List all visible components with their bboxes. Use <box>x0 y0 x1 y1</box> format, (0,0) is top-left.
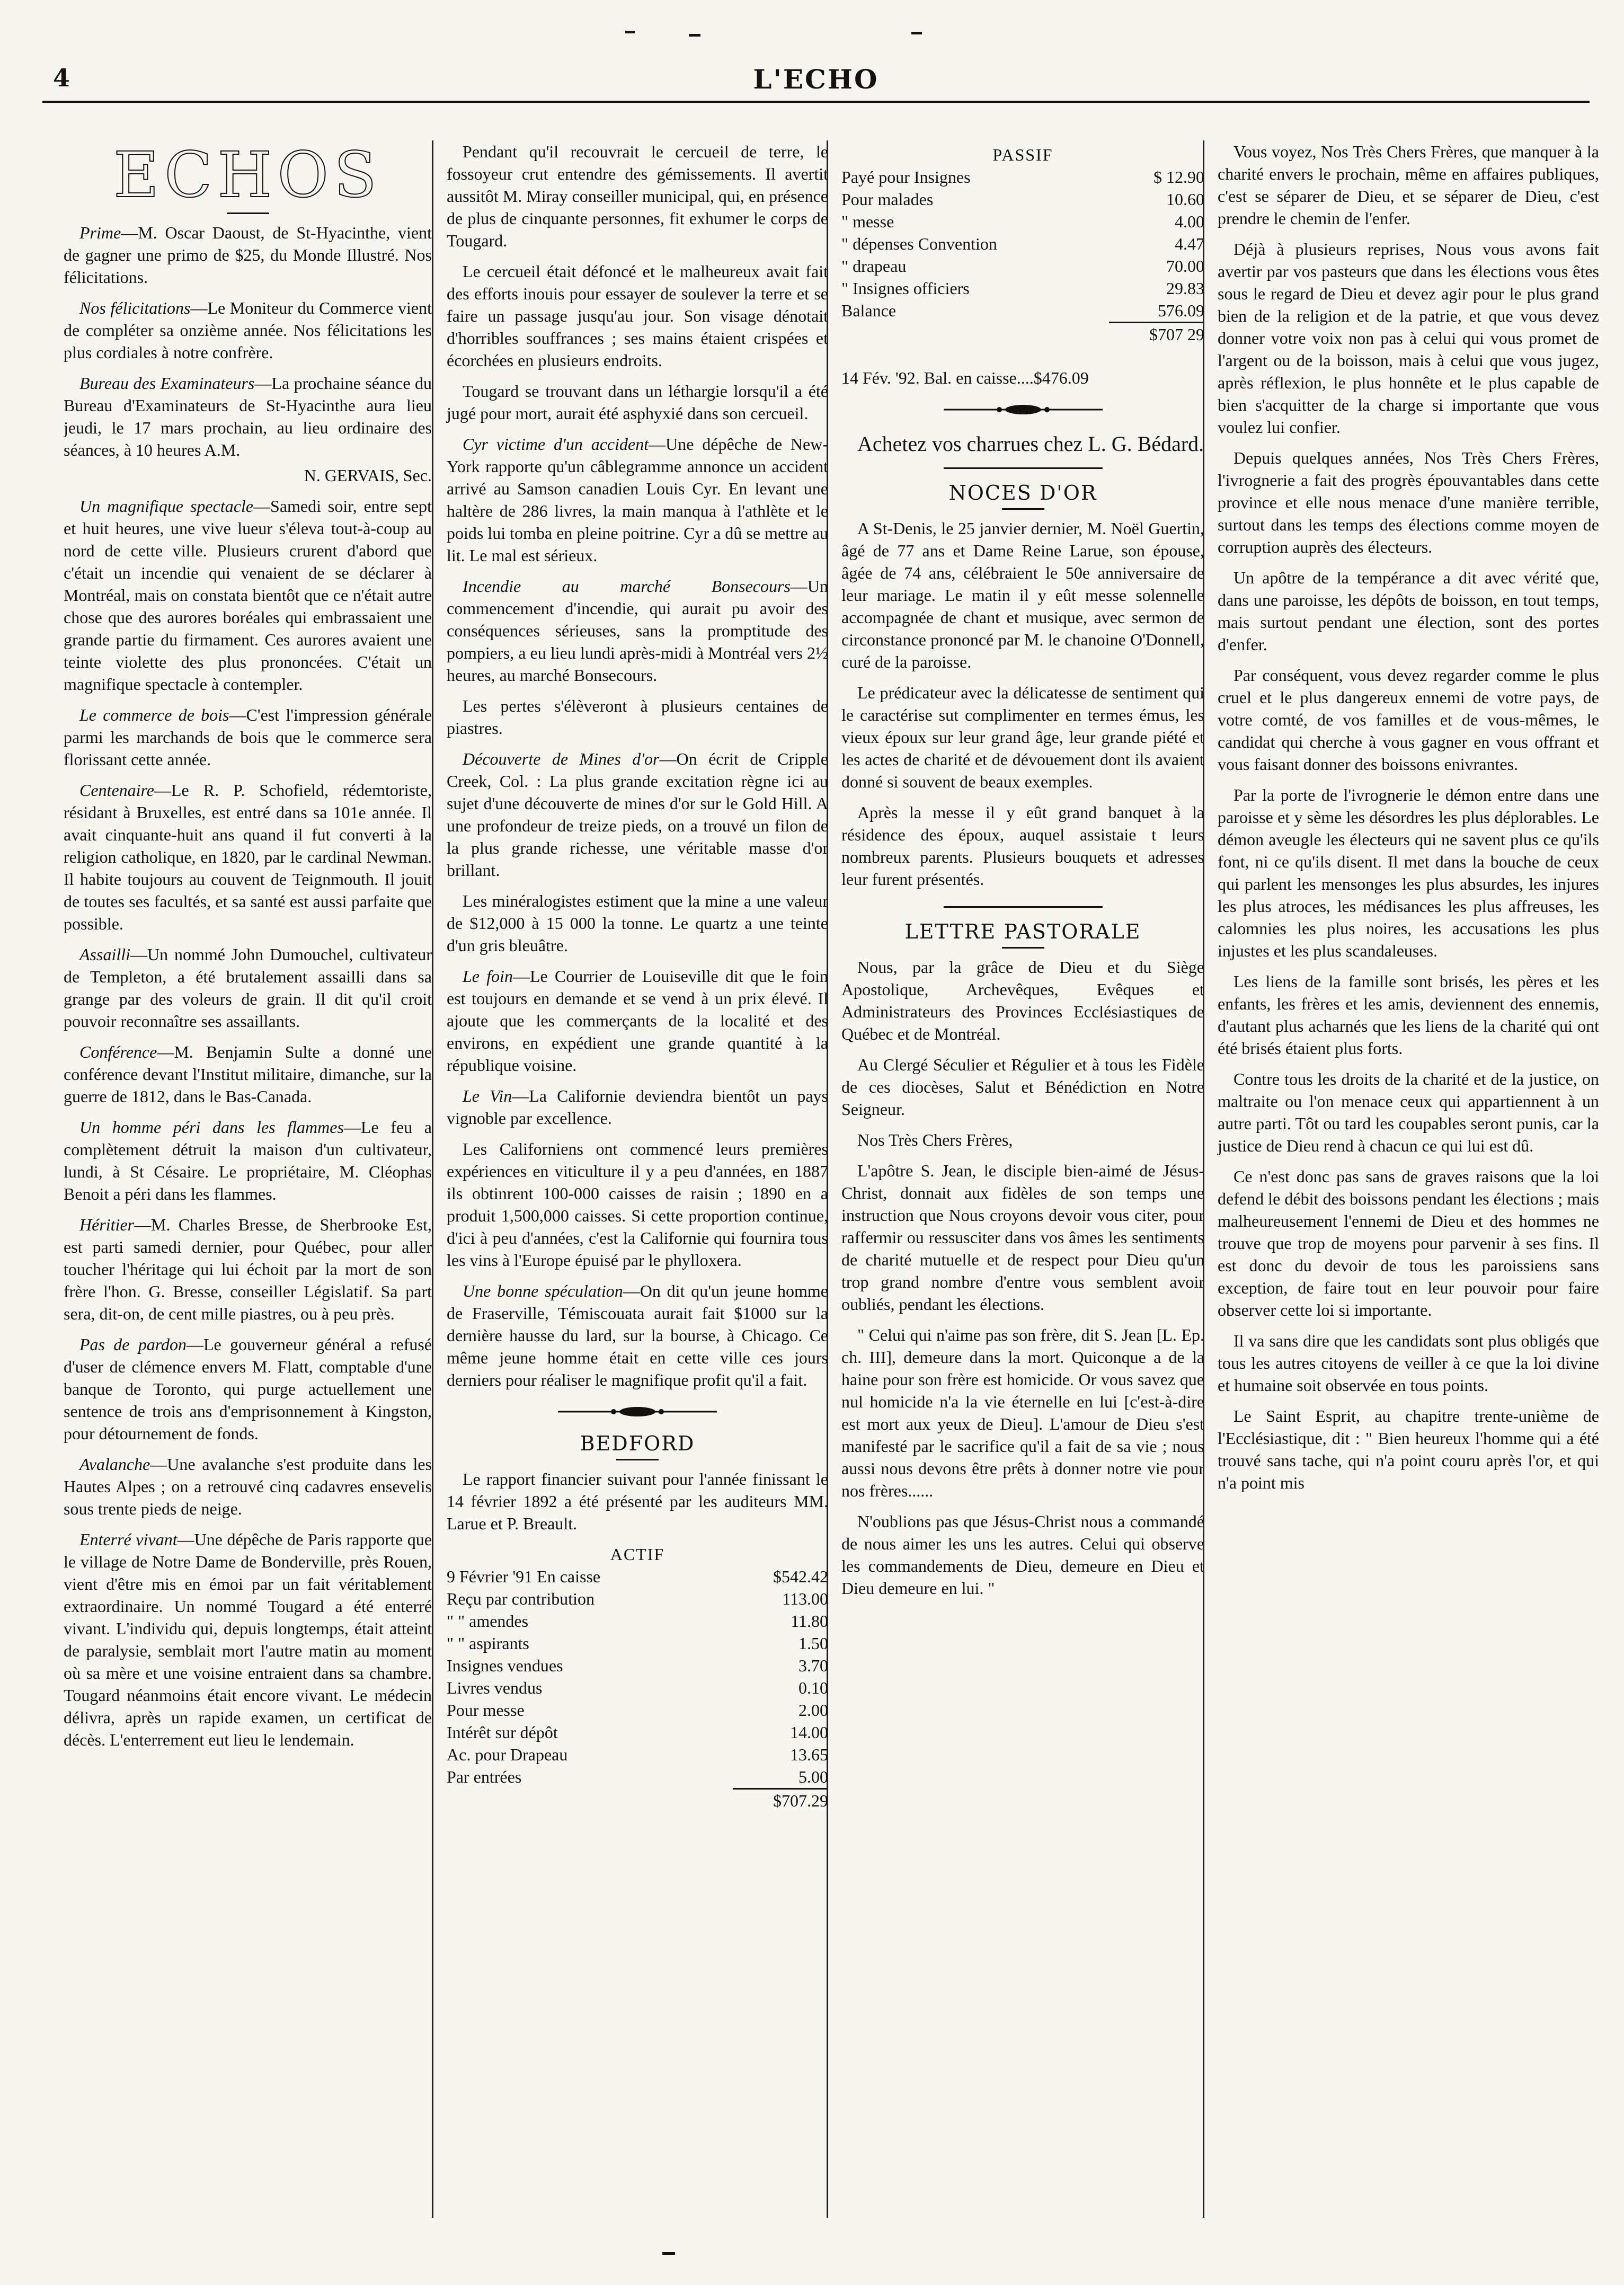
news-item-lead: Un homme péri dans les flammes <box>79 1118 344 1137</box>
page-number: 4 <box>53 64 70 92</box>
ledger-amount: 0.10 <box>798 1678 828 1697</box>
ledger-row <box>447 1654 828 1677</box>
ledger-amount: 2.00 <box>798 1701 828 1720</box>
news-item <box>64 1214 432 1325</box>
news-item-lead: Le foin <box>463 967 513 986</box>
ledger-label: " Insignes officiers <box>841 279 970 298</box>
pastoral-paragraph: Il va sans dire que les candidats sont plus obligés que tous les autres citoyens de veiller à ce que la loi divine et humaine soit observée en tous points. <box>1218 1331 1599 1395</box>
newspaper-title: L'ECHO <box>753 64 879 95</box>
news-item-lead: Centenaire <box>79 781 154 800</box>
print-mark <box>625 31 635 33</box>
ledger-label: Pour malades <box>841 190 934 209</box>
news-item-text: —Une dépêche de Paris rapporte que le village de Notre Dame de Bonderville, près Rouen, vient d'être mis en émoi par un fait véritablement extraordinaire. Un nommé Tougard a été enterré vivant. L'individu qui, depuis longtemps, était atteint de paralysie, semblait mort l'autre matin au moment où sa mère et une voisine entraient dans sa chambre. Tougard néanmoins était encore vivant. Le médecin délivra, après un rapide examen, un certificat de décès. L'enterrement eut lieu le lendemain. <box>64 1530 432 1749</box>
news-item-lead: Une bonne spéculation <box>463 1281 623 1300</box>
section-rule <box>944 467 1103 469</box>
heading-rule <box>227 212 269 214</box>
ledger-row <box>447 1565 828 1588</box>
lettre-paragraph: N'oublions pas que Jésus-Christ nous a commandé de nous aimer les uns les autres. Celui qui observe les commandements de Dieu, demeure en Dieu et Dieu demeure en lui. " <box>841 1512 1204 1598</box>
news-item-text: Les Californiens ont commencé leurs premières expériences en viticulture il y a peu d'années, en 1887 ils obtinrent 100-000 caisses de raisin ; 1890 en a produit 1,500,000 caisses. Si cette proportion continue, d'ici à peu d'années, c'est la Californie qui fournira tous les vins à l'Europe épuisé par le phylloxera. <box>447 1139 828 1270</box>
news-item-lead: Pas de pardon <box>79 1335 187 1354</box>
news-item-text: —Un nommé John Dumouchel, cultivateur de Templeton, a été brutalement assailli dans sa grange par des voleurs de grain. Il dit qu'il croit pouvoir reconnaître ses assaillants. <box>64 945 432 1031</box>
news-item-lead: Le commerce de bois <box>79 705 229 724</box>
lettre-heading: LETTRE PASTORALE <box>904 920 1141 943</box>
news-item <box>447 433 828 566</box>
column-3 <box>827 140 1204 2218</box>
news-item-text: —On dit qu'un jeune homme de Fraserville, Témiscouata aurait fait $1000 sur la dernière hausse du lard, sur la bourse, à Chicago. Ce même jeune homme était en cette ville ces jours derniers pour réaliser le magnifique profit qu'il a fait. <box>447 1281 828 1389</box>
ledger-amount: 70.00 <box>1166 256 1204 276</box>
news-item <box>447 1138 828 1271</box>
ledger-amount: 29.83 <box>1166 279 1204 298</box>
ornament-divider <box>944 403 1103 417</box>
ledger-row <box>447 1677 828 1699</box>
print-mark <box>911 32 922 34</box>
ledger-amount: 3.70 <box>798 1656 828 1675</box>
news-item-text: N. GERVAIS, Sec. <box>304 466 432 485</box>
actif-total: $707.29 <box>733 1788 828 1812</box>
news-item-lead: Un magnifique spectacle <box>79 497 254 516</box>
pastoral-paragraph: Par conséquent, vous devez regarder comme le plus cruel et le plus dangereux ennemi de votre pays, de votre comté, de vos familles et de vous-mêmes, le candidat qui cherche à vous gagner en vous offrant et vous faisant donner des boissons enivrantes. <box>1218 666 1599 774</box>
ledger-row <box>841 233 1204 255</box>
actif-label: ACTIF <box>610 1545 665 1564</box>
news-item-lead: Incendie au marché Bonsecours <box>463 577 791 596</box>
ledger-amount: 13.65 <box>790 1745 828 1764</box>
news-item-text: —Le feu a complètement détruit la maison d'un cultivateur, lundi, à St Césaire. Le propriétaire, M. Cléophas Benoit a péri dans les flammes. <box>64 1118 432 1203</box>
news-item <box>64 1333 432 1445</box>
ledger-row <box>447 1632 828 1654</box>
ledger-row <box>447 1743 828 1766</box>
balance-line: 14 Fév. '92. Bal. en caisse....$476.09 <box>841 368 1089 387</box>
ledger-amount: 113.00 <box>782 1589 828 1608</box>
ledger-amount: 4.47 <box>1175 234 1204 253</box>
signature-line <box>64 464 432 486</box>
ledger-row <box>447 1610 828 1632</box>
ledger-amount: 10.60 <box>1166 190 1204 209</box>
ledger-row <box>841 299 1204 322</box>
ledger-label: " " amendes <box>447 1611 529 1631</box>
heading-rule <box>1002 947 1044 949</box>
news-item-text: —La prochaine séance du Bureau d'Examinateurs de St-Hyacinthe aura lieu jeudi, le 17 mars prochain, au lieu ordinaire des séances, à 10 heures A.M. <box>64 374 432 459</box>
news-item <box>64 1528 432 1751</box>
noces-paragraph: A St-Denis, le 25 janvier dernier, M. Noël Guertin, âgé de 77 ans et Dame Reine Larue, son épouse, âgée de 74 ans, célébraient le 50e anniversaire de leur mariage. Le matin il y eût messe solennelle accompagnée de chant et musique, avec sermon de circonstance prononcé par M. le chanoine O'Donnell, curé de la paroisse. <box>841 519 1204 671</box>
news-item-lead: Enterré vivant <box>79 1530 178 1549</box>
news-item <box>64 704 432 770</box>
ledger-label: Pour messe <box>447 1701 525 1720</box>
ledger-label: Insignes vendues <box>447 1656 563 1675</box>
news-item-text: —Le Moniteur du Commerce vient de compléter sa onzième année. Nos félicitations les plus cordiales à notre confrère. <box>64 298 432 362</box>
pastoral-paragraph: Ce n'est donc pas sans de graves raisons que la loi defend le débit des boissons pendant les élections ; mais malheureusement l'ennemi de Dieu et des hommes ne trouve que trop de moyens pour parvenir à ses fins. Il est donc du devoir de tous les paroissiens sans exception, de faire tout en leur pouvoir pour faire observer cette loi si importante. <box>1218 1167 1599 1319</box>
echos-items <box>64 222 432 1751</box>
noces-heading: NOCES D'OR <box>948 481 1097 504</box>
news-item-text: Le cercueil était défoncé et le malheureux avait fait des efforts inouis pour essayer de soulever la terre et se faire un passage jusqu'au jour. Son visage dénotait d'horribles souffrances ; ses mains étaient crispées et écorchées en plusieurs endroits. <box>447 262 828 370</box>
news-item <box>447 575 828 686</box>
news-item-text: Les pertes s'élèveront à plusieurs centaines de piastres. <box>447 696 828 738</box>
ledger-amount: $ 12.90 <box>1153 167 1204 187</box>
news-item <box>447 890 828 956</box>
news-item <box>447 695 828 739</box>
ledger-label: Livres vendus <box>447 1678 543 1697</box>
ledger-row <box>447 1699 828 1721</box>
news-items <box>447 140 828 1391</box>
ledger-amount: 576.09 <box>1158 301 1204 320</box>
news-item-text: —Un commencement d'incendie, qui aurait pu avoir des conséquences sérieuses, sans la promptitude des pompiers, a eu lieu lundi après-midi à Montréal vers 2½ heures, au marché Bonsecours. <box>447 577 828 685</box>
ledger-amount: 1.50 <box>798 1634 828 1653</box>
ledger-row <box>447 1721 828 1743</box>
page-header <box>42 64 1590 103</box>
news-item-lead: Découverte de Mines d'or <box>463 749 660 768</box>
ledger-label: " drapeau <box>841 256 907 276</box>
ledger-amount: $542.42 <box>773 1567 828 1586</box>
ledger-row <box>447 1588 828 1610</box>
passif-total: $707 29 <box>1109 322 1204 346</box>
news-item <box>64 1453 432 1520</box>
ledger-row <box>841 166 1204 188</box>
news-item <box>447 1085 828 1129</box>
pastoral-paragraph: Contre tous les droits de la charité et de la justice, on maltraite ou l'on menace ceux qui appartiennent à un autre parti. Tôt ou tard les coupables seront punis, car la justice de Dieu rend à chacun ce qui lui est dû. <box>1218 1069 1599 1155</box>
pastoral-paragraph: Le Saint Esprit, au chapitre trente-unième de l'Ecclésiastique, dit : " Bien heureux l'homme qui a été trouvé sans tache, qui n'a point couru après l'or, et qui n'a point mis <box>1218 1406 1599 1492</box>
ledger-amount: 11.80 <box>791 1611 828 1631</box>
pastoral-paragraph: Vous voyez, Nos Très Chers Frères, que manquer à la charité envers le prochain, même en affaires publiques, c'est se séparer de Dieu, et se séparer de Dieu, c'est prendre le chemin de l'enfer. <box>1218 142 1599 228</box>
news-item-text: Pendant qu'il recouvrait le cercueil de terre, le fossoyeur crut entendre des gémissements. Il avertit aussitôt M. Miray conseiller municipal, qui, en présence de plus de cinquante personnes, fit exhumer le corps de Tougard. <box>447 142 828 250</box>
column-echos <box>64 140 432 2218</box>
bedford-heading: BEDFORD <box>580 1432 695 1455</box>
news-item <box>447 748 828 881</box>
pastoral-paragraph: Depuis quelques années, Nos Très Chers Frères, l'ivrognerie a fait des progrès épouvantables dans cette province et elle nous menace d'une manière terrible, surtout dans les temps des élections comme moyen de corruption auprès des électeurs. <box>1218 448 1599 556</box>
ledger-amount: 14.00 <box>790 1723 828 1742</box>
ledger-amount: 4.00 <box>1175 212 1204 231</box>
lettre-paragraph: Nous, par la grâce de Dieu et du Siège Apostolique, Archevêques, Evêques et Administrateurs des Provinces Ecclésiastiques de Québec et de Montréal. <box>841 958 1204 1043</box>
column-news-2 <box>432 140 828 2218</box>
passif-label: PASSIF <box>992 145 1053 164</box>
news-item-lead: Bureau des Examinateurs <box>79 374 255 393</box>
ledger-label: Balance <box>841 301 897 320</box>
ledger-label: " messe <box>841 212 894 231</box>
ledger-label: 9 Février '91 En caisse <box>447 1567 601 1586</box>
news-item <box>447 965 828 1076</box>
news-item-lead: Le Vin <box>463 1086 512 1105</box>
bedford-intro: Le rapport financier suivant pour l'année finissant le 14 février 1892 a été présenté par les auditeurs MM. Larue et P. Breault. <box>447 1469 828 1533</box>
column-4 <box>1203 140 1599 2218</box>
news-item <box>64 495 432 695</box>
news-item-text: —Le gouverneur général a refusé d'user de clémence envers M. Flatt, comptable d'une banque de Toronto, qui purge actuellement une sentence de trois ans d'emprisonnement à Kingston, pour détournement de fonds. <box>64 1335 432 1443</box>
news-item <box>64 779 432 935</box>
ledger-row <box>841 188 1204 210</box>
ledger-row <box>841 255 1204 277</box>
lettre-paragraph: " Celui qui n'aime pas son frère, dit S. Jean [L. Ep. ch. III], demeure dans la mort. Quiconque a de la haine pour son frère est homicide. Or vous savez que nul homicide n'a la vie éternelle en lui [c'est-à-dire est mort aux yeux de Dieu]. L'amour de Dieu s'est manifesté par le sacrifice qu'il a fait de sa vie ; nous aussi nous devons être prêts à donner notre vie pour nos frères...... <box>841 1325 1204 1500</box>
lettre-paragraph: Nos Très Chers Frères, <box>857 1130 1013 1149</box>
ledger-label: Reçu par contribution <box>447 1589 595 1608</box>
news-item-text: —Une avalanche s'est produite dans les Hautes Alpes ; on a retrouvé cinq cadavres ensevelis sous trente pieds de neige. <box>64 1455 432 1518</box>
heading-rule <box>616 1459 659 1460</box>
news-item-lead: Prime <box>79 223 121 242</box>
actif-ledger <box>447 1565 828 1788</box>
news-item-lead: Cyr victime d'un accident <box>463 435 649 454</box>
news-item-text: —C'est l'impression générale parmi les marchands de bois que le commerce sera florissant cette année. <box>64 705 432 769</box>
ledger-label: " " aspirants <box>447 1634 529 1653</box>
pastoral-paragraph: Un apôtre de la tempérance a dit avec vérité que, dans une paroisse, les dépôts de boisson, en tout temps, mais surtout pendant une élection, sont des portes d'enfer. <box>1218 568 1599 654</box>
lettre-body <box>841 956 1204 1599</box>
print-mark <box>689 34 700 37</box>
noces-body <box>841 517 1204 890</box>
ledger-row <box>447 1766 828 1788</box>
news-item-lead: Avalanche <box>79 1455 150 1474</box>
ad-charrues: Achetez vos charrues chez L. G. Bédard. <box>857 432 1204 456</box>
news-item <box>447 380 828 424</box>
news-item-text: Tougard se trouvant dans un léthargie lorsqu'il a été jugé pour mort, aurait été asphyxié dans son cercueil. <box>447 382 828 423</box>
news-item <box>64 222 432 288</box>
ledger-amount: 5.00 <box>798 1767 828 1786</box>
news-item <box>447 260 828 371</box>
ornament-divider <box>558 1405 717 1419</box>
ledger-label: Ac. pour Drapeau <box>447 1745 568 1764</box>
news-item-text: —M. Benjamin Sulte a donné une conférence devant l'Institut militaire, dimanche, sur la guerre de 1812, dans le Bas-Canada. <box>64 1042 432 1106</box>
pastoral-paragraph: Déjà à plusieurs reprises, Nous vous avons fait avertir par vos pasteurs que dans les élections vous êtes sous le regard de Dieu et devez agir pour le plus grand bien de la religion et de la patrie, et que vous devez donner votre voix non pas à celui qui vous promet de l'argent ou de la boisson, mais à celui que vous jugez, après réflexion, le plus honnête et le plus capable de bien s'acquitter de la charge si importante que vous voulez lui confier. <box>1218 240 1599 437</box>
news-item-text: Les minéralogistes estiment que la mine a une valeur de $12,000 à 15 000 la tonne. Le quartz a une teinte d'un gris bleuâtre. <box>447 891 828 955</box>
passif-ledger <box>841 166 1204 322</box>
lettre-paragraph: Au Clergé Séculier et Régulier et à tous les Fidèle de ces diocèses, Salut et Bénédiction en Notre Seigneur. <box>841 1055 1204 1119</box>
news-item-text: —Une dépêche de New-York rapporte qu'un câblegramme annonce un accident arrivé au Samson canadien Louis Cyr. En levant une haltère de 286 livres, la main manqua à l'athlète et le poids lui tomba en pleine poitrine. Cyr a dû se mettre au lit. Le mal est sérieux. <box>447 435 828 565</box>
news-item-lead: Nos félicitations <box>79 298 191 317</box>
pastoral-paragraph: Les liens de la famille sont brisés, les pères et les enfants, les frères et les amis, deviennent des ennemis, d'autant plus acharnés que les liens de la charité qui ont été brisés étaient plus forts. <box>1218 972 1599 1058</box>
news-item-text: —On écrit de Cripple Creek, Col. : La plus grande excitation règne ici au sujet d'une découverte de mines d'or sur le Gold Hill. A une profondeur de treize pieds, on a trouvé un filon de la plus grande richesse, une véritable masse d'or brillant. <box>447 749 828 880</box>
news-item <box>447 140 828 252</box>
ledger-row <box>841 277 1204 299</box>
news-item-text: —Samedi soir, entre sept et huit heures, une vive lueur s'éleva tout-à-coup au nord de cette ville. Plusieurs crurent d'abord que c'était un incendie qui venaient de se déclarer à Montréal, mais on constata bientôt que ce n'était autre chose que des aurores boréales qui embrassaient une grande partie du firmament. Ces aurores avaient une teinte violette des plus prononcées. C'était un magnifique spectacle à contempler. <box>64 497 432 694</box>
news-item-lead: Héritier <box>79 1215 135 1234</box>
print-mark <box>662 2252 675 2255</box>
news-item-lead: Assailli <box>79 945 131 964</box>
section-heading-echos: ECHOS <box>113 140 382 211</box>
news-item-text: —La Californie deviendra bientôt un pays vignoble par excellence. <box>447 1086 828 1128</box>
news-item <box>64 1116 432 1205</box>
news-item-lead: Conférence <box>79 1042 157 1061</box>
news-item-text: —Le R. P. Schofield, rédemtoriste, résidant à Bruxelles, est entré dans sa 101e année. Il avait cinquante-huit ans quand il fut converti à la religion catholique, en 1820, par le cardinal Newman. Il habite toujours au couvent de Teignmouth. Il jouit de toutes ses facultés, et sa santé est aussi parfaite que possible. <box>64 781 432 933</box>
news-item <box>447 1280 828 1391</box>
noces-paragraph: Après la messe il y eût grand banquet à la résidence des époux, auquel assistaie t leurs nombreux parents. Plusieurs bouquets et adresses leur furent présentés. <box>841 803 1204 889</box>
section-rule <box>944 906 1103 908</box>
pastoral-continuation <box>1218 140 1599 1494</box>
news-item <box>64 943 432 1032</box>
news-item <box>64 372 432 461</box>
heading-rule <box>1002 508 1044 510</box>
news-item-text: —M. Charles Bresse, de Sherbrooke Est, est parti samedi dernier, pour Québec, pour aller toucher l'héritage qui lui échoit par la mort de son frère l'hon. G. Bresse, conseiller Législatif. Sa part sera, dit-on, de cent mille piastres, ou à peu près. <box>64 1215 432 1323</box>
noces-paragraph: Le prédicateur avec la délicatesse de sentiment qui le caractérise sut complimenter en termes émus, les vieux époux sur leur grand âge, leur grande piété et les actes de charité et de dévouement dont ils avaient donné si souvent de beaux exemples. <box>841 683 1204 791</box>
ledger-label: Intérêt sur dépôt <box>447 1723 558 1742</box>
news-item-text: —M. Oscar Daoust, de St-Hyacinthe, vient de gagner une primo de $25, du Monde Illustré. Nos félicitations. <box>64 223 432 287</box>
news-item <box>64 1041 432 1108</box>
news-item <box>64 297 432 364</box>
ledger-row <box>841 210 1204 233</box>
pastoral-paragraph: Par la porte de l'ivrognerie le démon entre dans une paroisse et y sème les désordres les plus déplorables. Le démon aveugle les électeurs qui ne savent plus ce qu'ils font, ni ce qu'ils disent. Il met dans la bouche de ceux qui parlent les mensonges les plus absurdes, les injures les plus atroces, les médisances les plus affreuses, les calomnies les plus noires, les accusations les plus injustes et les plus scandaleuses. <box>1218 785 1599 960</box>
ledger-label: Payé pour Insignes <box>841 167 971 187</box>
ledger-label: Par entrées <box>447 1767 522 1786</box>
lettre-paragraph: L'apôtre S. Jean, le disciple bien-aimé de Jésus-Christ, donnait aux fidèles de son temps une instruction que Nous croyons devoir vous citer, pour raffermir ou ressusciter dans vos âmes les sentiments de charité mutuelle et de respect pour Dieu qu'un trop grand nombre d'entre vous semblent avoir oubliés, pendant les élections. <box>841 1161 1204 1314</box>
news-item-text: —Le Courrier de Louiseville dit que le foin est toujours en demande et se vend à un prix élevé. Il ajoute que les commerçants de la localité et des environs, en expédient une grande quantité à la république voisine. <box>447 967 828 1075</box>
ledger-label: " dépenses Convention <box>841 234 997 253</box>
